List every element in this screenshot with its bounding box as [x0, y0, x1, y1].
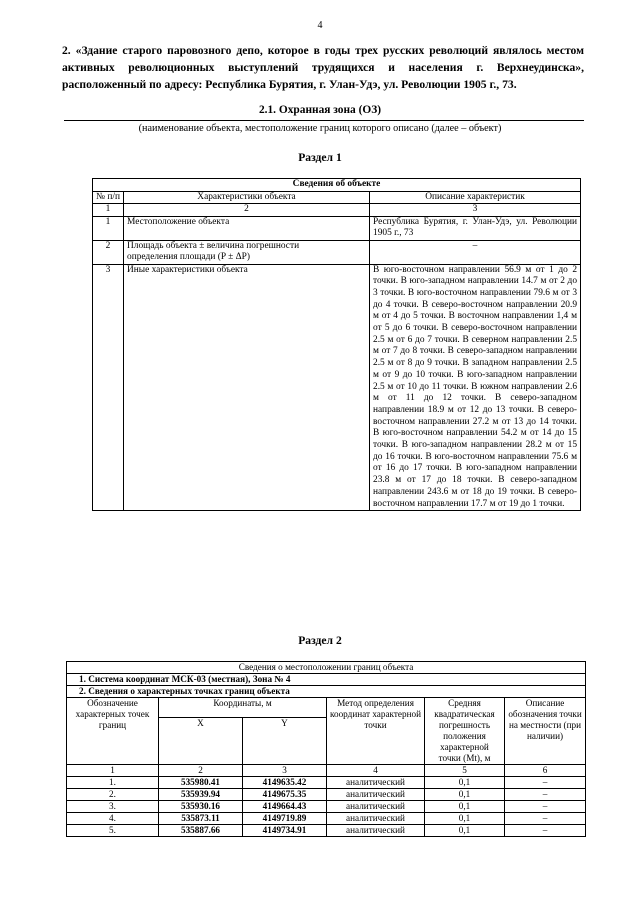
- point-x: 535939.94: [159, 789, 243, 801]
- point-id: 1.: [67, 777, 159, 789]
- header-x: X: [159, 718, 243, 765]
- zone-subheading: 2.1. Охранная зона (ОЗ): [258, 104, 382, 116]
- header-coordinates: Координаты, м: [159, 698, 327, 718]
- header-designation: Обозначение характерных точек границ: [67, 698, 159, 765]
- point-marking: –: [505, 777, 586, 789]
- point-y: 4149719.89: [243, 813, 327, 825]
- table-title: Сведения о местоположении границ объекта: [67, 662, 586, 674]
- object-note: (наименование объекта, местоположение границ которого описано (далее – объект): [138, 123, 502, 134]
- point-marking: –: [505, 813, 586, 825]
- point-x: 535980.41: [159, 777, 243, 789]
- points-title-row: [67, 686, 586, 698]
- table-row: [67, 777, 586, 789]
- col-number: 1: [67, 765, 159, 777]
- point-y: 4149734.91: [243, 825, 327, 837]
- section1-title: Раздел 1: [298, 151, 342, 164]
- divider-line: [64, 120, 584, 121]
- header-error: Средняя квадратическая погрешность положения характерной точки (Мt), м: [425, 698, 505, 765]
- object-info-table: [92, 178, 581, 511]
- point-marking: –: [505, 801, 586, 813]
- point-error: 0,1: [425, 777, 505, 789]
- point-x: 535873.11: [159, 813, 243, 825]
- col-number: 4: [327, 765, 425, 777]
- point-method: аналитический: [327, 825, 425, 837]
- header-method: Метод определения координат характерной точки: [327, 698, 425, 765]
- coordinate-system-row: [67, 674, 586, 686]
- point-y: 4149675.35: [243, 789, 327, 801]
- point-marking: –: [505, 789, 586, 801]
- table-row: [67, 813, 586, 825]
- point-method: аналитический: [327, 801, 425, 813]
- table-row: [67, 789, 586, 801]
- header-marking: Описание обозначения точки на местности (при наличии): [505, 698, 586, 765]
- col-number: 5: [425, 765, 505, 777]
- point-x: 535930.16: [159, 801, 243, 813]
- point-method: аналитический: [327, 777, 425, 789]
- point-method: аналитический: [327, 813, 425, 825]
- row-description: В юго-восточном направлении 56.9 м от 1 до 2 точки. В юго-западном направлении 14.7 м от 2 до 3 точки. В юго-восточном направлении 79.6 м от 3 до 4 точки. В северо-восточном направлении 20.9 м от 4 до 5 точки. В восточном направлении 1,4 м от 5 до 6 точки. В северо-восточном направлении 2.5 м от 6 до 7 точки. В северном направлении 2.5 м от 7 до 8 точки. В северо-западном направлении 2.5 м от 8 до 9 точки. В западном направлении 2.5 м от 9 до 10 точки. В юго-западном направлении 2.5 м от 10 до 11 точки. В южном направлении 2.6 м от 11 до 12 точки. В северо-западном направлении 18.9 м от 12 до 13 точки. В северо-восточном направлении 27.2 м от 13 до 14 точки. В юго-восточном направлении 54.2 м от 14 до 15 точки. В юго-западном направлении 28.2 м от 15 до 16 точки. В юго-восточном направлении 75.6 м от 16 до 17 точки. В юго-западном направлении 23.8 м от 17 до 18 точки. В северо-западном направлении 243.6 м от 18 до 19 точки. В северо-восточном направлении 17.7 м от 19 до 1 точки.: [370, 264, 581, 511]
- coordinate-system: 1. Система координат МСК-03 (местная), Зона № 4: [67, 674, 586, 686]
- point-error: 0,1: [425, 813, 505, 825]
- boundary-points-table: [66, 661, 586, 837]
- page-number: 4: [317, 20, 323, 31]
- table-row: [93, 264, 581, 511]
- table-header-row: [67, 698, 586, 718]
- section2-title: Раздел 2: [298, 634, 342, 647]
- point-y: 4149635.42: [243, 777, 327, 789]
- row-description: Республика Бурятия, г. Улан-Удэ, ул. Революции 1905 г., 73: [370, 216, 581, 240]
- point-id: 3.: [67, 801, 159, 813]
- point-y: 4149664.43: [243, 801, 327, 813]
- object-heading: 2. «Здание старого паровозного депо, которое в годы трех русских революций являлось местом активных революционных выступлений трудящихся и населения г. Верхнеудинска», расположенный по адресу: Республика Бурятия, г. Улан-Удэ, ул. Революции 1905 г., 73.: [62, 44, 584, 91]
- col-number: 6: [505, 765, 586, 777]
- header-num: № п/п: [93, 191, 124, 204]
- table-numbers-row: [93, 204, 581, 217]
- header-y: Y: [243, 718, 327, 765]
- table-title-row: [93, 179, 581, 192]
- col-number: 3: [370, 204, 581, 217]
- table-row: [93, 240, 581, 264]
- point-x: 535887.66: [159, 825, 243, 837]
- row-characteristic: Площадь объекта ± величина погрешности определения площади (P ± ΔP): [124, 240, 370, 264]
- point-id: 5.: [67, 825, 159, 837]
- points-title: 2. Сведения о характерных точках границ объекта: [67, 686, 586, 698]
- header-characteristics: Характеристики объекта: [124, 191, 370, 204]
- point-id: 2.: [67, 789, 159, 801]
- table-row: [67, 825, 586, 837]
- row-num: 1: [93, 216, 124, 240]
- row-characteristic: Местоположение объекта: [124, 216, 370, 240]
- header-description: Описание характеристик: [370, 191, 581, 204]
- point-error: 0,1: [425, 801, 505, 813]
- point-marking: –: [505, 825, 586, 837]
- table-row: [93, 216, 581, 240]
- col-number: 1: [93, 204, 124, 217]
- point-method: аналитический: [327, 789, 425, 801]
- row-description: –: [370, 240, 581, 264]
- col-number: 2: [159, 765, 243, 777]
- table-row: [67, 801, 586, 813]
- table-title-row: [67, 662, 586, 674]
- col-number: 3: [243, 765, 327, 777]
- table-title: Сведения об объекте: [93, 179, 581, 192]
- point-id: 4.: [67, 813, 159, 825]
- row-num: 2: [93, 240, 124, 264]
- table-numbers-row: [67, 765, 586, 777]
- row-num: 3: [93, 264, 124, 511]
- col-number: 2: [124, 204, 370, 217]
- point-error: 0,1: [425, 789, 505, 801]
- row-characteristic: Иные характеристики объекта: [124, 264, 370, 511]
- table-header-row: [93, 191, 581, 204]
- point-error: 0,1: [425, 825, 505, 837]
